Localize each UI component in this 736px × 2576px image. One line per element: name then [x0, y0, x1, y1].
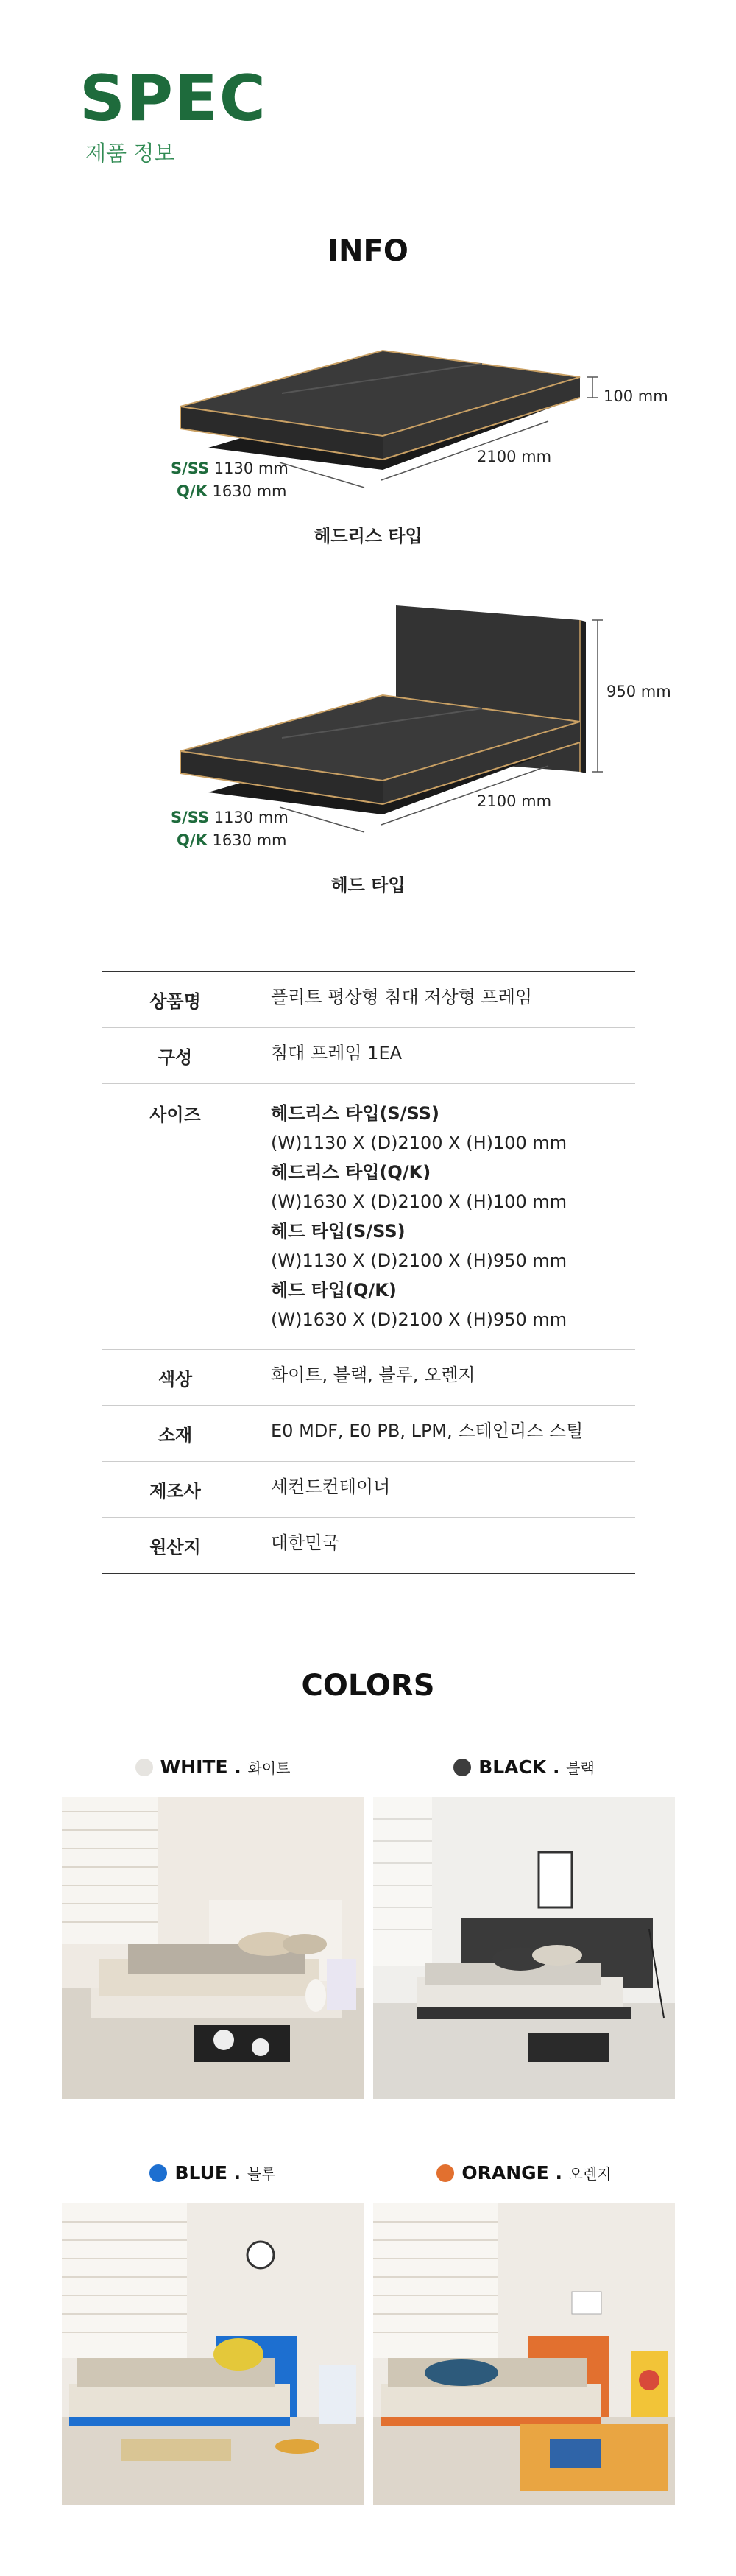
table-row — [102, 1462, 635, 1518]
black-swatch-icon — [453, 1759, 471, 1776]
color-title-orange — [373, 2162, 675, 2183]
product-name-value: 플리트 평상형 침대 저상형 프레임 — [271, 987, 533, 1007]
table-row — [102, 1028, 635, 1084]
head-width-ss — [171, 809, 289, 826]
white-swatch-icon — [135, 1759, 153, 1776]
white-bed-photo — [62, 1797, 364, 2099]
manufacturer-value: 세컨드컨테이너 — [271, 1477, 391, 1497]
size-name: 헤드리스 타입(S/SS) — [271, 1103, 439, 1124]
size-dims: (W)1130 X (D)2100 X (H)950 mm — [271, 1250, 567, 1271]
manufacturer-key: 제조사 — [149, 1481, 201, 1502]
product-name-key: 상품명 — [149, 991, 201, 1012]
color-sep: . — [227, 2162, 247, 2183]
sizes-value — [249, 1084, 635, 1349]
color-korean: 오렌지 — [568, 2165, 612, 2183]
size-name: 헤드 타입(Q/K) — [271, 1280, 397, 1301]
color-name: ORANGE — [461, 2162, 549, 2183]
head-width-qk-label: Q/K — [177, 831, 208, 849]
headless-width-qk — [177, 482, 287, 500]
headless-diagram — [0, 324, 736, 560]
size-name: 헤드 타입(S/SS) — [271, 1221, 406, 1242]
orange-bed-photo — [373, 2203, 675, 2505]
table-row — [102, 1518, 635, 1573]
material-value: E0 MDF, E0 PB, LPM, 스테인리스 스틸 — [271, 1421, 584, 1441]
size-name: 헤드리스 타입(Q/K) — [271, 1162, 431, 1183]
head-width-ss-value: 1130 mm — [213, 809, 289, 826]
blue-bed-photo — [62, 2203, 364, 2505]
table-row — [102, 1350, 635, 1406]
table-row — [102, 972, 635, 1028]
size-dims: (W)1630 X (D)2100 X (H)950 mm — [271, 1309, 567, 1330]
head-height-dim: 950 mm — [606, 683, 671, 700]
head-depth-dim: 2100 mm — [477, 792, 552, 810]
page-subtitle: 제품 정보 — [85, 141, 175, 166]
color-name: BLACK — [478, 1756, 547, 1778]
color-korean: 화이트 — [247, 1759, 291, 1777]
headless-depth-dim: 2100 mm — [477, 448, 552, 465]
color-key: 색상 — [158, 1369, 193, 1390]
head-width-qk — [177, 831, 287, 849]
origin-value: 대한민국 — [271, 1532, 339, 1553]
head-width-qk-value: 1630 mm — [212, 831, 287, 849]
color-korean: 블루 — [247, 2165, 276, 2183]
blue-swatch-icon — [149, 2164, 167, 2182]
head-type-label: 헤드 타입 — [330, 875, 406, 895]
headless-width-qk-label: Q/K — [177, 482, 208, 500]
black-bed-photo — [373, 1797, 675, 2099]
size-dims: (W)1630 X (D)2100 X (H)100 mm — [271, 1192, 567, 1212]
orange-swatch-icon — [436, 2164, 454, 2182]
table-row — [102, 1084, 635, 1350]
headless-height-dim: 100 mm — [604, 387, 668, 405]
color-title-blue — [62, 2162, 364, 2183]
head-width-ss-label: S/SS — [171, 809, 210, 826]
color-korean: 블랙 — [566, 1759, 595, 1777]
spec-table — [102, 971, 635, 1574]
head-diagram — [0, 604, 736, 913]
headless-width-ss-value: 1130 mm — [213, 460, 289, 477]
info-section-title: INFO — [328, 234, 408, 268]
color-sep: . — [548, 2162, 569, 2183]
composition-value: 침대 프레임 1EA — [271, 1043, 403, 1063]
headless-width-ss — [171, 460, 289, 477]
page-title: SPEC — [79, 62, 267, 136]
headless-width-ss-label: S/SS — [171, 460, 210, 477]
sizes-key: 사이즈 — [149, 1105, 201, 1125]
color-title-black — [373, 1756, 675, 1778]
colors-section-title: COLORS — [301, 1669, 435, 1703]
color-sep: . — [227, 1756, 248, 1778]
color-value: 화이트, 블랙, 블루, 오렌지 — [271, 1365, 475, 1385]
table-row — [102, 1406, 635, 1462]
origin-key: 원산지 — [149, 1537, 201, 1558]
headless-type-label: 헤드리스 타입 — [314, 526, 422, 546]
color-name: BLUE — [174, 2162, 227, 2183]
color-name: WHITE — [160, 1756, 228, 1778]
size-dims: (W)1130 X (D)2100 X (H)100 mm — [271, 1133, 567, 1153]
color-sep: . — [546, 1756, 567, 1778]
headless-width-qk-value: 1630 mm — [212, 482, 287, 500]
color-title-white — [62, 1756, 364, 1778]
composition-key: 구성 — [158, 1047, 193, 1068]
head-bed-drawing — [0, 604, 736, 854]
material-key: 소재 — [158, 1425, 193, 1446]
headless-bed-drawing — [0, 324, 736, 515]
